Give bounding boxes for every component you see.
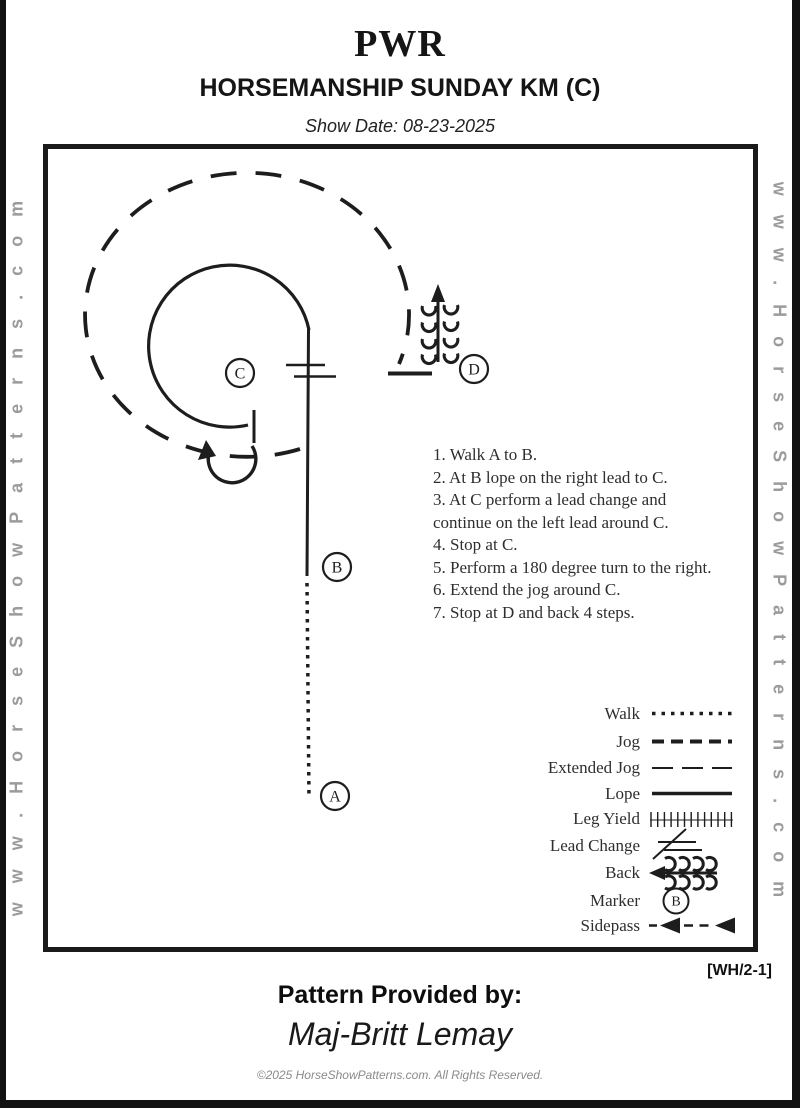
marker-icon: [664, 889, 689, 914]
instruction-item: 4. Stop at C.: [433, 535, 518, 554]
marker-c: [226, 359, 254, 387]
marker-a-label: A: [329, 788, 341, 806]
page-subtitle: HORSEMANSHIP SUNDAY KM (C): [199, 74, 601, 102]
page-title: PWR: [354, 23, 446, 65]
marker-a: [321, 782, 349, 810]
marker-c-label: C: [234, 365, 246, 383]
leg-yield-icon: [650, 812, 733, 827]
show-date: Show Date: 08-23-2025: [304, 116, 496, 136]
legend-label-walk: Walk: [604, 703, 640, 723]
instruction-item: 1. Walk A to B.: [433, 445, 538, 464]
instruction-item: 3. At C perform a lead change and continue on the left lead around C.: [433, 490, 669, 532]
watermark-left: www.HorseShowPatterns.com: [6, 181, 27, 917]
marker-icon-letter: B: [671, 894, 681, 910]
legend-label-leg-yield: Leg Yield: [573, 809, 640, 828]
marker-d: [460, 355, 488, 383]
marker-b-label: B: [331, 559, 343, 577]
turn-180-symbol: [198, 440, 256, 483]
instructions-list: [433, 444, 718, 624]
instruction-item: 6. Extend the jog around C.: [433, 580, 621, 599]
legend-label-lead-change: Lead Change: [549, 835, 640, 855]
legend-label-marker: Marker: [589, 891, 640, 910]
pattern-code: [WH/2-1]: [707, 962, 772, 979]
sidepass-icon: [649, 918, 735, 934]
lead-change-icon: [653, 829, 702, 859]
watermark-right: www.HorseShowPatterns.com: [769, 181, 790, 917]
hoofprint-marks: [422, 305, 458, 364]
legend-label-jog: Jog: [616, 731, 640, 751]
marker-d-label: D: [468, 361, 480, 379]
walk-line-path: [307, 583, 309, 799]
jog-circle-path: [85, 173, 409, 457]
back-icon: [649, 857, 717, 889]
legend-label-lope: Lope: [605, 783, 640, 803]
provider-name: Maj-Britt Lemay: [287, 1016, 513, 1052]
instruction-item: 2. At B lope on the right lead to C.: [433, 467, 668, 487]
legend-label-sidepass: Sidepass: [580, 915, 640, 935]
lead-change-symbol: [286, 365, 336, 377]
instruction-item: 5. Perform a 180 degree turn to the right.: [433, 557, 712, 577]
legend-label-extended-jog: Extended Jog: [547, 758, 640, 777]
back-symbol: [422, 284, 458, 364]
marker-b: [323, 553, 351, 581]
instruction-item: 7. Stop at D and back 4 steps.: [433, 602, 635, 622]
copyright-notice: ©2025 HorseShowPatterns.com. All Rights Reserved.: [256, 1068, 544, 1082]
provided-by-label: Pattern Provided by:: [277, 981, 523, 1009]
lope-circle-path: [149, 265, 309, 427]
legend-label-back: Back: [605, 863, 640, 882]
